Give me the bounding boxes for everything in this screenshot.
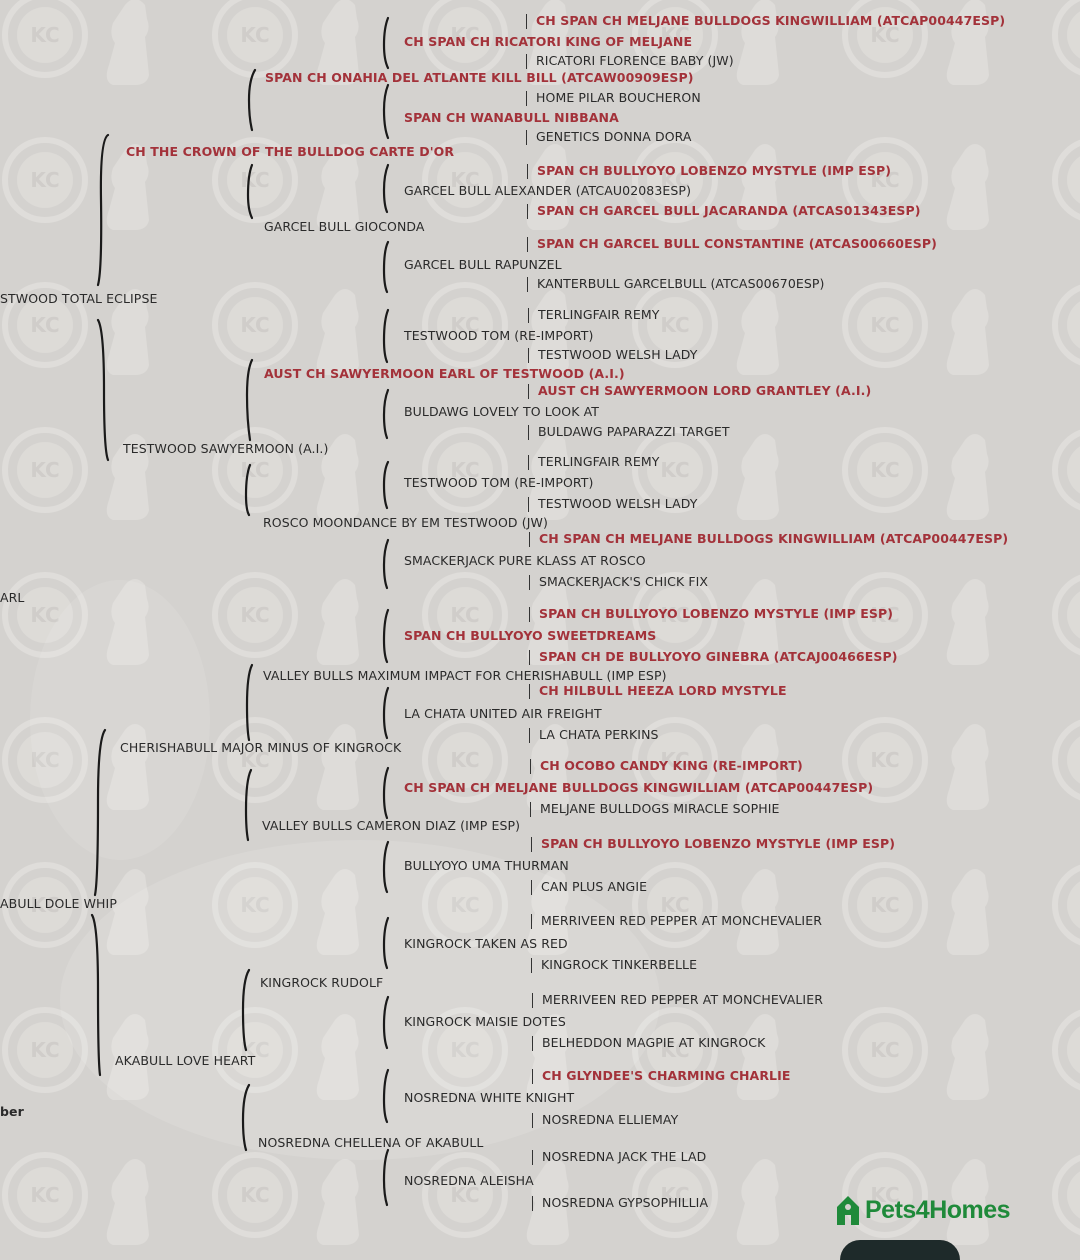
gen5-marker	[527, 204, 528, 219]
gen5-marker	[529, 684, 530, 699]
gen4-entry: BULLYOYO UMA THURMAN	[404, 858, 569, 873]
gen5-marker	[530, 802, 531, 817]
gen5-marker	[529, 607, 530, 622]
gen5-entry: BELHEDDON MAGPIE AT KINGROCK	[542, 1035, 766, 1050]
gen4-entry: CH SPAN CH RICATORI KING OF MELJANE	[404, 34, 693, 49]
gen5-entry: KANTERBULL GARCELBULL (ATCAS00670ESP)	[537, 276, 825, 291]
gen5-entry: GENETICS DONNA DORA	[536, 129, 692, 144]
gen5-entry: SPAN CH GARCEL BULL JACARANDA (ATCAS01343ESP)	[537, 203, 921, 218]
gen5-entry: SPAN CH BULLYOYO LOBENZO MYSTYLE (IMP ESP)	[537, 163, 892, 178]
gen5-entry: MELJANE BULLDOGS MIRACLE SOPHIE	[540, 801, 780, 816]
gen5-entry: SPAN CH BULLYOYO LOBENZO MYSTYLE (IMP ESP)	[539, 606, 894, 621]
gen5-entry: LA CHATA PERKINS	[539, 727, 659, 742]
gen2-entry: CHERISHABULL MAJOR MINUS OF KINGROCK	[120, 740, 402, 755]
gen4-entry: CH SPAN CH MELJANE BULLDOGS KINGWILLIAM (ATCAP00447ESP)	[404, 780, 874, 795]
gen3-entry: ROSCO MOONDANCE BY EM TESTWOOD (JW)	[263, 515, 548, 530]
gen5-entry: MERRIVEEN RED PEPPER AT MONCHEVALIER	[541, 913, 822, 928]
gen5-marker	[532, 1150, 533, 1165]
gen3-entry: KINGROCK RUDOLF	[260, 975, 384, 990]
gen3-entry: VALLEY BULLS MAXIMUM IMPACT FOR CHERISHABULL (IMP ESP)	[263, 668, 667, 683]
gen4-entry: NOSREDNA ALEISHA	[404, 1173, 534, 1188]
gen5-entry: NOSREDNA GYPSOPHILLIA	[542, 1195, 709, 1210]
gen3-entry: GARCEL BULL GIOCONDA	[264, 219, 425, 234]
gen5-marker	[528, 308, 529, 323]
gen4-entry: GARCEL BULL ALEXANDER (ATCAU02083ESP)	[404, 183, 692, 198]
gen5-marker	[526, 54, 527, 69]
pets4homes-watermark	[835, 1193, 1010, 1227]
gen5-marker	[530, 759, 531, 774]
gen5-entry: HOME PILAR BOUCHERON	[536, 90, 701, 105]
gen5-marker	[532, 993, 533, 1008]
gen5-marker	[532, 1196, 533, 1211]
gen5-marker	[531, 837, 532, 852]
gen4-entry: BULDAWG LOVELY TO LOOK AT	[404, 404, 600, 419]
gen4-entry: TESTWOOD TOM (RE-IMPORT)	[404, 475, 594, 490]
gen5-marker	[526, 130, 527, 145]
gen5-marker	[531, 880, 532, 895]
gen5-entry: SMACKERJACK'S CHICK FIX	[539, 574, 709, 589]
gen5-marker	[529, 728, 530, 743]
gen5-marker	[531, 914, 532, 929]
gen5-entry: CH OCOBO CANDY KING (RE-IMPORT)	[540, 758, 803, 773]
gen5-entry: TERLINGFAIR REMY	[538, 307, 660, 322]
gen5-marker	[531, 958, 532, 973]
gen5-entry: NOSREDNA JACK THE LAD	[542, 1149, 707, 1164]
gen2-entry: TESTWOOD SAWYERMOON (A.I.)	[123, 441, 329, 456]
gen5-entry: KINGROCK TINKERBELLE	[541, 957, 698, 972]
gen4-entry: TESTWOOD TOM (RE-IMPORT)	[404, 328, 594, 343]
gen2-entry: AKABULL LOVE HEART	[115, 1053, 256, 1068]
decorative-shape	[840, 1240, 960, 1260]
gen5-marker	[532, 1036, 533, 1051]
gen5-marker	[529, 650, 530, 665]
gen5-entry: SPAN CH GARCEL BULL CONSTANTINE (ATCAS00660ESP)	[537, 236, 937, 251]
gen5-marker	[527, 164, 528, 179]
gen5-marker	[532, 1113, 533, 1128]
gen5-entry: TESTWOOD WELSH LADY	[538, 496, 698, 511]
brand-name: Pets4Homes	[865, 1195, 1011, 1224]
gen5-marker	[527, 237, 528, 252]
gen4-entry: LA CHATA UNITED AIR FREIGHT	[404, 706, 602, 721]
gen5-marker	[526, 91, 527, 106]
gen4-entry: KINGROCK TAKEN AS RED	[404, 936, 568, 951]
gen5-entry: RICATORI FLORENCE BABY (JW)	[536, 53, 734, 68]
gen4-entry: SMACKERJACK PURE KLASS AT ROSCO	[404, 553, 646, 568]
gen3-entry: SPAN CH ONAHIA DEL ATLANTE KILL BILL (ATCAW00909ESP)	[265, 70, 694, 85]
gen1-entry: ber	[0, 1104, 24, 1119]
gen4-entry: SPAN CH WANABULL NIBBANA	[404, 110, 619, 125]
gen5-marker	[527, 277, 528, 292]
gen4-entry: SPAN CH BULLYOYO SWEETDREAMS	[404, 628, 657, 643]
gen1-entry: ARL	[0, 590, 25, 605]
gen5-marker	[529, 575, 530, 590]
gen5-entry: CH SPAN CH MELJANE BULLDOGS KINGWILLIAM (ATCAP00447ESP)	[539, 531, 1009, 546]
gen5-marker	[532, 1069, 533, 1084]
gen5-entry: AUST CH SAWYERMOON LORD GRANTLEY (A.I.)	[538, 383, 872, 398]
gen3-entry: NOSREDNA CHELLENA OF AKABULL	[258, 1135, 484, 1150]
gen5-entry: SPAN CH DE BULLYOYO GINEBRA (ATCAJ00466ESP)	[539, 649, 898, 664]
gen4-entry: KINGROCK MAISIE DOTES	[404, 1014, 566, 1029]
gen5-entry: SPAN CH BULLYOYO LOBENZO MYSTYLE (IMP ESP)	[541, 836, 896, 851]
gen5-marker	[528, 425, 529, 440]
gen4-entry: NOSREDNA WHITE KNIGHT	[404, 1090, 575, 1105]
gen5-entry: CH SPAN CH MELJANE BULLDOGS KINGWILLIAM (ATCAP00447ESP)	[536, 13, 1006, 28]
gen5-entry: NOSREDNA ELLIEMAY	[542, 1112, 679, 1127]
gen3-entry: AUST CH SAWYERMOON EARL OF TESTWOOD (A.I.)	[264, 366, 625, 381]
gen4-entry: GARCEL BULL RAPUNZEL	[404, 257, 562, 272]
gen2-entry: CH THE CROWN OF THE BULLDOG CARTE D'OR	[126, 144, 455, 159]
gen3-entry: VALLEY BULLS CAMERON DIAZ (IMP ESP)	[262, 818, 521, 833]
gen5-entry: CH GLYNDEE'S CHARMING CHARLIE	[542, 1068, 791, 1083]
gen1-entry: ABULL DOLE WHIP	[0, 896, 117, 911]
gen5-entry: BULDAWG PAPARAZZI TARGET	[538, 424, 730, 439]
gen5-marker	[526, 14, 527, 29]
gen5-entry: TERLINGFAIR REMY	[538, 454, 660, 469]
gen5-marker	[528, 497, 529, 512]
gen5-marker	[528, 455, 529, 470]
gen5-entry: CAN PLUS ANGIE	[541, 879, 648, 894]
gen5-entry: TESTWOOD WELSH LADY	[538, 347, 698, 362]
gen5-marker	[528, 384, 529, 399]
gen5-marker	[529, 532, 530, 547]
gen5-marker	[528, 348, 529, 363]
gen5-entry: CH HILBULL HEEZA LORD MYSTYLE	[539, 683, 787, 698]
house-icon	[835, 1193, 861, 1227]
gen5-entry: MERRIVEEN RED PEPPER AT MONCHEVALIER	[542, 992, 823, 1007]
gen1-entry: STWOOD TOTAL ECLIPSE	[0, 291, 158, 306]
